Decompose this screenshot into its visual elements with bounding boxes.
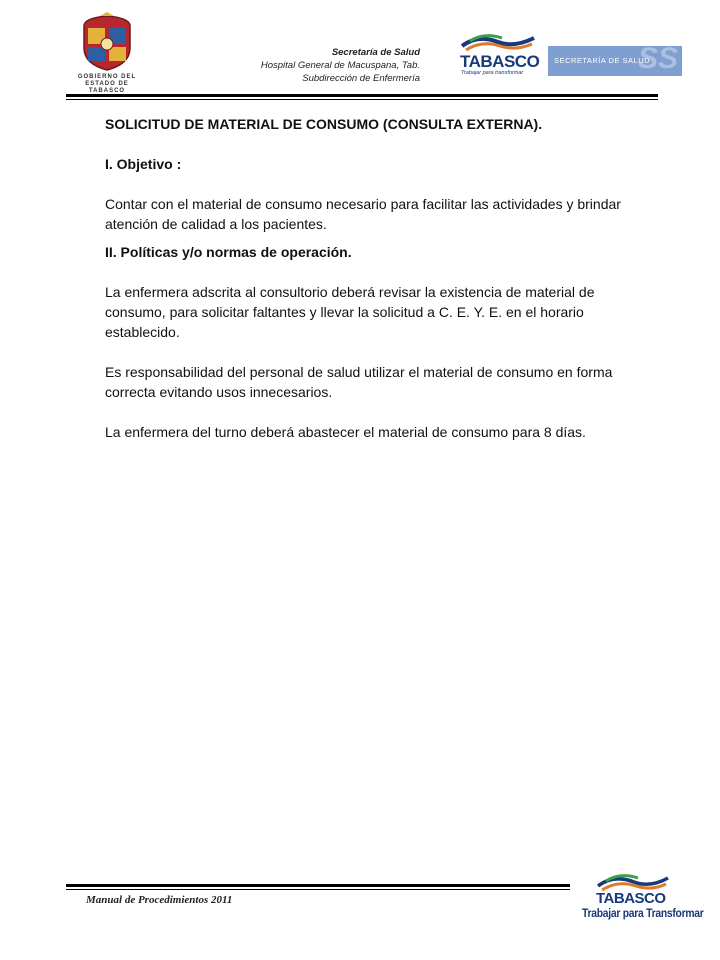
seal-text-line: GOBIERNO DEL [77, 74, 137, 80]
footer-divider [66, 884, 570, 887]
footer-logo-word: TABASCO [596, 890, 666, 907]
policy-item: La enfermera del turno deberá abastecer el material de consumo para 8 días. [105, 424, 586, 440]
seal-text-line: TABASCO [88, 88, 126, 94]
tabasco-swoosh-icon [458, 32, 540, 54]
tabasco-logo-tagline: Trabajar para transformar [461, 70, 524, 76]
ss-logo-text: SECRETARÍA DE SALUD [554, 56, 651, 65]
header-divider [66, 94, 658, 97]
objective-text: Contar con el material de consumo necesario para facilitar las actividades y brindar atención de calidad a los pacientes. [105, 196, 621, 232]
header-institution-info [220, 46, 420, 85]
policy-item: La enfermera adscrita al consultorio deberá revisar la existencia de material de consumo, para solicitar faltantes y llevar la solicitud a C. E. Y. E. en el horario establecido. [105, 284, 595, 340]
footer-logo-tagline: Trabajar para Transformar [582, 908, 704, 920]
department-name: Subdirección de Enfermería [302, 73, 420, 84]
hospital-name: Hospital General de Macuspana, Tab. [260, 60, 420, 71]
header-divider-thin [66, 99, 658, 100]
policies-heading: II. Políticas y/o normas de operación. [105, 244, 352, 260]
seal-text-line: ESTADO DE [85, 81, 129, 87]
footer-divider-thin [66, 889, 570, 890]
org-name: Secretaría de Salud [331, 47, 420, 58]
policy-item: Es responsabilidad del personal de salud utilizar el material de consumo en forma correcta evitando usos innecesarios. [105, 364, 613, 400]
ss-watermark-icon: SS [637, 46, 678, 75]
footer-tabasco-logo [576, 870, 704, 930]
document-body [105, 114, 653, 442]
ss-logo [548, 46, 682, 76]
manual-label: Manual de Procedimientos 2011 [86, 894, 233, 906]
tabasco-logo-word: TABASCO [460, 52, 540, 71]
state-seal-logo [74, 12, 140, 100]
document-title: SOLICITUD DE MATERIAL DE CONSUMO (CONSULTA EXTERNA). [105, 116, 543, 132]
objective-heading: I. Objetivo : [105, 156, 182, 172]
tabasco-logo [458, 32, 540, 78]
seal-shield-icon [78, 12, 136, 72]
